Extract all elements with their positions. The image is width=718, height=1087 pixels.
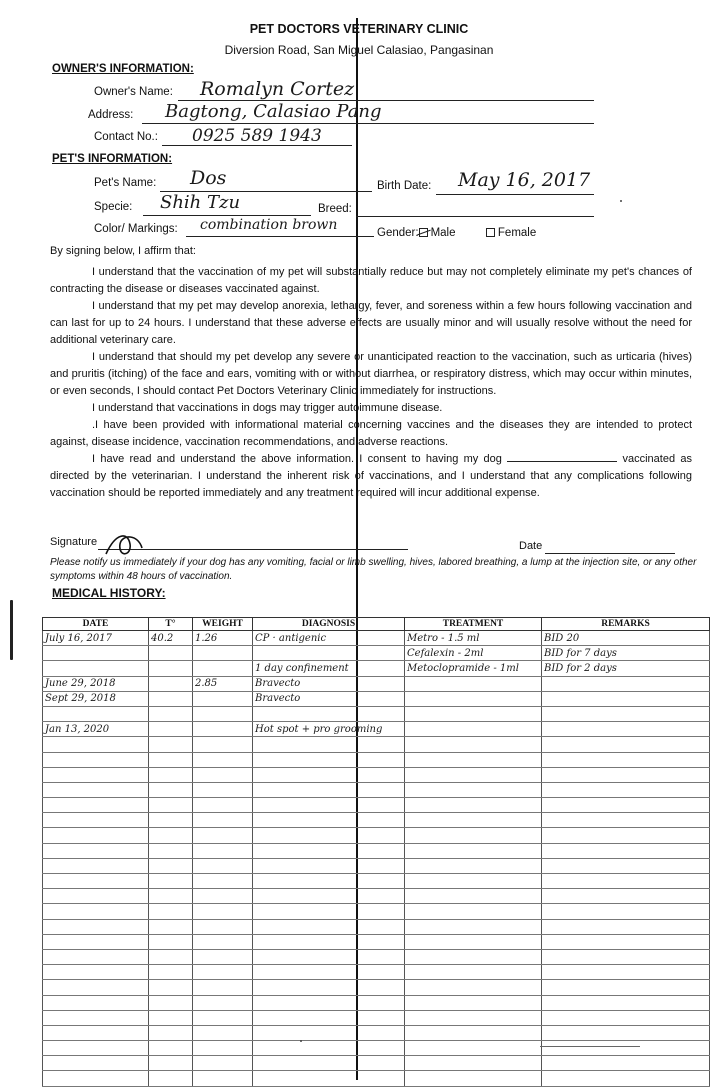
cell-treatment[interactable] (405, 828, 542, 843)
cell-date[interactable]: June 29, 2018 (43, 676, 149, 691)
cell-weight[interactable] (193, 752, 253, 767)
cell-date[interactable]: July 16, 2017 (43, 631, 149, 646)
table-row (43, 980, 710, 995)
medical-history-table (42, 617, 710, 1087)
cell-temp[interactable] (149, 858, 193, 873)
cell-weight[interactable] (193, 1056, 253, 1071)
cell-diagnosis[interactable] (253, 798, 405, 813)
signature-label: Signature (50, 536, 98, 548)
cell-remarks[interactable] (542, 934, 710, 949)
cell-temp[interactable] (149, 798, 193, 813)
table-row (43, 737, 710, 752)
cell-treatment[interactable] (405, 813, 542, 828)
specie-line (143, 215, 311, 216)
cell-date[interactable] (43, 874, 149, 889)
cell-date[interactable] (43, 1071, 149, 1086)
cell-temp[interactable] (149, 934, 193, 949)
cell-diagnosis[interactable] (253, 965, 405, 980)
cell-temp[interactable] (149, 843, 193, 858)
consent-paragraph-3: I understand that should my pet develop any severe or unanticipated reaction to the vaccination, such as urticaria (hives) and pruritis (itching) of the face and ears, vomiting with or without diarrhea, or respiratory distress, which may occur within minutes, or even seconds, I should contact Pet Doctors Veterinary Clinic immediately for instructions. (50, 351, 692, 397)
dog-vaccine-blank[interactable] (507, 451, 617, 462)
cell-remarks[interactable] (542, 965, 710, 980)
table-row (43, 934, 710, 949)
cell-diagnosis[interactable] (253, 843, 405, 858)
cell-treatment[interactable] (405, 798, 542, 813)
cell-date[interactable] (43, 782, 149, 797)
birth-date-field[interactable]: May 16, 2017 (458, 169, 591, 191)
birth-date-line (436, 194, 594, 195)
cell-weight[interactable] (193, 843, 253, 858)
cell-diagnosis[interactable] (253, 1056, 405, 1071)
scan-stray-line (540, 1046, 640, 1047)
cell-temp[interactable] (149, 995, 193, 1010)
col-date: DATE (43, 618, 149, 631)
cell-diagnosis[interactable] (253, 813, 405, 828)
consent-paragraph-2: I understand that my pet may develop anorexia, lethargy, fever, and soreness within a few hours following vaccination and can last for up to 24 hours. I understand that these adverse effects are usually minor and will usually resolve without the need for additional veterinary care. (50, 300, 692, 346)
consent-paragraph-6b: vaccinated (622, 453, 676, 465)
table-row (43, 782, 710, 797)
cell-treatment[interactable]: Cefalexin - 2ml (405, 646, 542, 661)
cell-diagnosis[interactable] (253, 706, 405, 721)
cell-date[interactable] (43, 919, 149, 934)
cell-treatment[interactable] (405, 706, 542, 721)
cell-weight[interactable] (193, 813, 253, 828)
cell-treatment[interactable] (405, 1056, 542, 1071)
cell-treatment[interactable] (405, 919, 542, 934)
cell-date[interactable] (43, 949, 149, 964)
cell-diagnosis[interactable]: 1 day confinement (253, 661, 405, 676)
cell-remarks[interactable] (542, 874, 710, 889)
cell-treatment[interactable] (405, 995, 542, 1010)
cell-diagnosis[interactable] (253, 1041, 405, 1056)
owner-address-field[interactable]: Bagtong, Calasiao Pang (165, 101, 382, 122)
table-row (43, 904, 710, 919)
cell-remarks[interactable] (542, 843, 710, 858)
color-markings-field[interactable]: combination brown (200, 217, 338, 233)
cell-remarks[interactable] (542, 782, 710, 797)
table-row (43, 995, 710, 1010)
cell-treatment[interactable] (405, 782, 542, 797)
cell-date[interactable] (43, 965, 149, 980)
consent-intro: By signing below, I affirm that: (50, 245, 196, 257)
table-row (43, 691, 710, 706)
gender-female-label: Female (497, 227, 537, 239)
cell-diagnosis[interactable] (253, 767, 405, 782)
cell-weight[interactable] (193, 1041, 253, 1056)
medical-section-title: MEDICAL HISTORY: (52, 586, 166, 600)
cell-date[interactable] (43, 889, 149, 904)
table-row (43, 631, 710, 646)
cell-temp[interactable] (149, 980, 193, 995)
scan-speck (300, 1040, 302, 1042)
table-row (43, 798, 710, 813)
table-row (43, 661, 710, 676)
cell-date[interactable] (43, 843, 149, 858)
cell-date[interactable] (43, 752, 149, 767)
col-weight: WEIGHT (193, 618, 253, 631)
cell-diagnosis[interactable] (253, 646, 405, 661)
cell-remarks[interactable] (542, 737, 710, 752)
cell-treatment[interactable] (405, 1071, 542, 1086)
cell-remarks[interactable] (542, 889, 710, 904)
gender-label: Gender: (377, 227, 419, 239)
cell-diagnosis[interactable] (253, 980, 405, 995)
cell-diagnosis[interactable]: Bravecto (253, 691, 405, 706)
clinic-name: PET DOCTORS VETERINARY CLINIC (249, 22, 469, 36)
cell-treatment[interactable] (405, 676, 542, 691)
cell-weight[interactable]: 2.85 (193, 676, 253, 691)
cell-date[interactable] (43, 1041, 149, 1056)
breed-line (356, 216, 594, 217)
gender-group (377, 227, 536, 239)
table-row (43, 767, 710, 782)
cell-treatment[interactable] (405, 1025, 542, 1040)
date-label: Date (519, 540, 543, 552)
table-row (43, 1071, 710, 1086)
table-row (43, 1025, 710, 1040)
cell-diagnosis[interactable] (253, 874, 405, 889)
notify-note: Please notify us immediately if your dog has any vomiting, facial or limb swelling, hives, labored breathing, a lump at the injection site, or any other symptoms within 48 hours of vaccination. (50, 557, 697, 582)
cell-weight[interactable] (193, 995, 253, 1010)
cell-remarks[interactable] (542, 980, 710, 995)
cell-remarks[interactable] (542, 1071, 710, 1086)
cell-weight[interactable] (193, 858, 253, 873)
cell-remarks[interactable] (542, 1056, 710, 1071)
cell-diagnosis[interactable]: Hot spot + pro grooming (253, 722, 405, 737)
cell-diagnosis[interactable] (253, 782, 405, 797)
table-row (43, 858, 710, 873)
cell-remarks[interactable] (542, 828, 710, 843)
table-row (43, 752, 710, 767)
owner-contact-label: Contact No.: (94, 131, 158, 143)
cell-temp[interactable] (149, 1025, 193, 1040)
cell-remarks[interactable] (542, 949, 710, 964)
cell-treatment[interactable] (405, 965, 542, 980)
consent-paragraph-5: .I have been provided with informational material concerning vaccines and the diseases they are intended to protect against, disease incidence, vaccination recommendations, and adverse reactions. (50, 419, 692, 448)
table-row (43, 828, 710, 843)
table-row (43, 676, 710, 691)
scan-speck (620, 200, 622, 202)
cell-remarks[interactable] (542, 706, 710, 721)
cell-treatment[interactable] (405, 843, 542, 858)
gender-female-checkbox[interactable] (486, 228, 495, 237)
cell-remarks[interactable] (542, 752, 710, 767)
cell-temp[interactable] (149, 706, 193, 721)
cell-treatment[interactable] (405, 949, 542, 964)
col-diagnosis: DIAGNOSIS (253, 618, 405, 631)
cell-temp[interactable] (149, 752, 193, 767)
cell-weight[interactable] (193, 980, 253, 995)
specie-field[interactable]: Shih Tzu (160, 192, 241, 213)
cell-temp[interactable] (149, 965, 193, 980)
cell-temp[interactable] (149, 828, 193, 843)
table-row (43, 813, 710, 828)
consent-paragraph-4: I understand that vaccinations in dogs may trigger autoimmune disease. (92, 402, 443, 414)
cell-diagnosis[interactable] (253, 752, 405, 767)
cell-temp[interactable] (149, 949, 193, 964)
cell-treatment[interactable] (405, 904, 542, 919)
cell-weight[interactable] (193, 828, 253, 843)
table-row (43, 1010, 710, 1025)
cell-remarks[interactable] (542, 722, 710, 737)
table-row (43, 706, 710, 721)
consent-paragraph-6 (50, 451, 692, 502)
cell-date[interactable] (43, 813, 149, 828)
cell-weight[interactable] (193, 965, 253, 980)
cell-weight[interactable] (193, 1010, 253, 1025)
cell-date[interactable] (43, 646, 149, 661)
cell-treatment[interactable] (405, 1010, 542, 1025)
cell-weight[interactable] (193, 874, 253, 889)
cell-temp[interactable] (149, 889, 193, 904)
cell-remarks[interactable] (542, 1041, 710, 1056)
cell-date[interactable] (43, 980, 149, 995)
cell-remarks[interactable]: BID for 2 days (542, 661, 710, 676)
cell-temp[interactable] (149, 691, 193, 706)
cell-weight[interactable] (193, 722, 253, 737)
owner-address-line (142, 123, 594, 124)
color-markings-label: Color/ Markings: (94, 223, 178, 235)
cell-weight[interactable] (193, 934, 253, 949)
cell-remarks[interactable] (542, 676, 710, 691)
cell-remarks[interactable] (542, 691, 710, 706)
cell-treatment[interactable] (405, 1041, 542, 1056)
cell-temp[interactable] (149, 767, 193, 782)
cell-weight[interactable] (193, 919, 253, 934)
table-row (43, 843, 710, 858)
cell-temp[interactable] (149, 1010, 193, 1025)
cell-diagnosis[interactable]: CP · antigenic (253, 631, 405, 646)
cell-date[interactable] (43, 1025, 149, 1040)
cell-remarks[interactable] (542, 919, 710, 934)
cell-temp[interactable] (149, 646, 193, 661)
cell-treatment[interactable] (405, 737, 542, 752)
cell-weight[interactable] (193, 782, 253, 797)
cell-remarks[interactable] (542, 1010, 710, 1025)
specie-label: Specie: (94, 201, 133, 213)
cell-remarks[interactable] (542, 798, 710, 813)
cell-diagnosis[interactable] (253, 1010, 405, 1025)
cell-date[interactable] (43, 798, 149, 813)
cell-treatment[interactable] (405, 691, 542, 706)
cell-weight[interactable] (193, 889, 253, 904)
col-treatment: TREATMENT (405, 618, 542, 631)
cell-weight[interactable] (193, 1071, 253, 1086)
cell-remarks[interactable] (542, 904, 710, 919)
cell-diagnosis[interactable] (253, 919, 405, 934)
cell-weight[interactable] (193, 737, 253, 752)
cell-date[interactable] (43, 904, 149, 919)
cell-date[interactable]: Sept 29, 2018 (43, 691, 149, 706)
cell-diagnosis[interactable] (253, 1025, 405, 1040)
cell-date[interactable] (43, 661, 149, 676)
cell-diagnosis[interactable] (253, 858, 405, 873)
cell-diagnosis[interactable] (253, 904, 405, 919)
cell-treatment[interactable] (405, 767, 542, 782)
cell-treatment[interactable] (405, 934, 542, 949)
cell-weight[interactable] (193, 661, 253, 676)
cell-weight[interactable] (193, 706, 253, 721)
owner-section-title: OWNER'S INFORMATION: (52, 63, 194, 75)
cell-date[interactable] (43, 995, 149, 1010)
cell-remarks[interactable] (542, 1025, 710, 1040)
table-row (43, 722, 710, 737)
table-row (43, 919, 710, 934)
cell-weight[interactable] (193, 798, 253, 813)
cell-temp[interactable] (149, 722, 193, 737)
date-line (545, 553, 675, 554)
cell-diagnosis[interactable] (253, 934, 405, 949)
table-row (43, 874, 710, 889)
cell-treatment[interactable] (405, 858, 542, 873)
pet-section-title: PET'S INFORMATION: (52, 153, 173, 165)
cell-date[interactable] (43, 828, 149, 843)
cell-date[interactable] (43, 706, 149, 721)
scan-edge-mark (10, 600, 13, 660)
table-row (43, 949, 710, 964)
gender-male-checkbox[interactable] (419, 228, 428, 237)
consent-paragraph-6c: as directed by the veterinarian. I understand the inherent risk of vaccinations, and I understand that any complications following vaccination should be reported immediately and any treatment required will incur additional expense. (50, 453, 693, 499)
medical-table-body (43, 631, 710, 1087)
pet-name-label: Pet's Name: (94, 177, 157, 189)
cell-weight[interactable] (193, 949, 253, 964)
cell-diagnosis[interactable] (253, 949, 405, 964)
cell-temp[interactable] (149, 919, 193, 934)
cell-remarks[interactable] (542, 767, 710, 782)
cell-date[interactable] (43, 934, 149, 949)
consent-paragraph-1: I understand that the vaccination of my pet will substantially reduce but may not completely eliminate my pet's chances of contracting the disease or diseases vaccinated against. (50, 266, 692, 295)
table-row (43, 1056, 710, 1071)
table-row (43, 646, 710, 661)
cell-temp[interactable] (149, 661, 193, 676)
cell-temp[interactable] (149, 1071, 193, 1086)
owner-name-field[interactable]: Romalyn Cortez (200, 78, 355, 100)
cell-temp[interactable] (149, 782, 193, 797)
cell-weight[interactable] (193, 904, 253, 919)
cell-treatment[interactable] (405, 874, 542, 889)
cell-treatment[interactable] (405, 722, 542, 737)
cell-temp[interactable] (149, 813, 193, 828)
cell-remarks[interactable]: BID for 7 days (542, 646, 710, 661)
cell-date[interactable] (43, 1056, 149, 1071)
gender-male-label: Male (430, 227, 456, 239)
cell-temp[interactable]: 40.2 (149, 631, 193, 646)
cell-weight[interactable] (193, 1025, 253, 1040)
clinic-address: Diversion Road, San Miguel Calasiao, Pangasinan (224, 43, 494, 57)
consent-paragraph-6a: I have read and understand the above information. I consent to having my dog (92, 453, 502, 465)
col-temp: T° (149, 618, 193, 631)
pet-name-field[interactable]: Dos (190, 167, 227, 189)
cell-diagnosis[interactable] (253, 737, 405, 752)
table-row (43, 1041, 710, 1056)
cell-diagnosis[interactable] (253, 1071, 405, 1086)
cell-weight[interactable] (193, 646, 253, 661)
cell-diagnosis[interactable] (253, 995, 405, 1010)
cell-remarks[interactable]: BID 20 (542, 631, 710, 646)
table-row (43, 889, 710, 904)
cell-treatment[interactable] (405, 752, 542, 767)
consent-body (50, 264, 692, 502)
owner-address-label: Address: (88, 109, 134, 121)
cell-diagnosis[interactable] (253, 889, 405, 904)
color-markings-line (186, 236, 374, 237)
cell-remarks[interactable] (542, 813, 710, 828)
breed-label: Breed: (318, 203, 352, 215)
cell-weight[interactable] (193, 767, 253, 782)
cell-date[interactable] (43, 737, 149, 752)
cell-weight[interactable]: 1.26 (193, 631, 253, 646)
col-remarks: REMARKS (542, 618, 710, 631)
owner-name-label: Owner's Name: (94, 86, 173, 98)
cell-temp[interactable] (149, 904, 193, 919)
birth-date-label: Birth Date: (377, 180, 432, 192)
table-row (43, 965, 710, 980)
cell-treatment[interactable]: Metoclopramide - 1ml (405, 661, 542, 676)
cell-temp[interactable] (149, 676, 193, 691)
cell-remarks[interactable] (542, 995, 710, 1010)
cell-weight[interactable] (193, 691, 253, 706)
cell-temp[interactable] (149, 874, 193, 889)
medical-header-row (43, 618, 710, 631)
cell-date[interactable] (43, 858, 149, 873)
cell-treatment[interactable] (405, 889, 542, 904)
cell-treatment[interactable]: Metro - 1.5 ml (405, 631, 542, 646)
cell-date[interactable] (43, 1010, 149, 1025)
cell-temp[interactable] (149, 1041, 193, 1056)
cell-temp[interactable] (149, 1056, 193, 1071)
cell-date[interactable] (43, 767, 149, 782)
cell-diagnosis[interactable]: Bravecto (253, 676, 405, 691)
cell-diagnosis[interactable] (253, 828, 405, 843)
owner-contact-field[interactable]: 0925 589 1943 (192, 126, 322, 146)
cell-treatment[interactable] (405, 980, 542, 995)
cell-remarks[interactable] (542, 858, 710, 873)
cell-date[interactable]: Jan 13, 2020 (43, 722, 149, 737)
cell-temp[interactable] (149, 737, 193, 752)
